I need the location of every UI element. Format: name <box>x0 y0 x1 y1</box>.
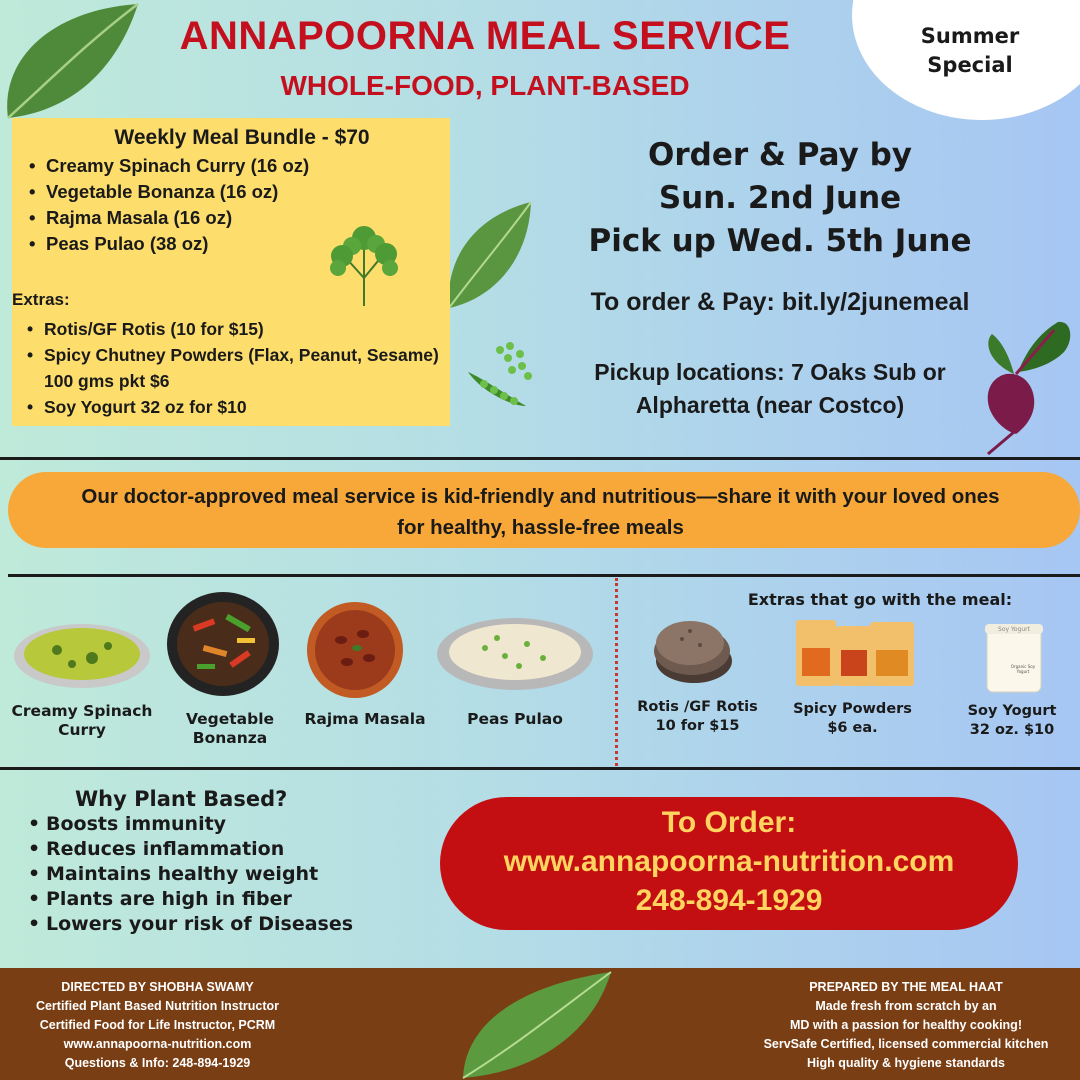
footer-line[interactable]: www.annapoorna-nutrition.com <box>63 1037 252 1051</box>
yogurt-lid-text: Soy Yogurt <box>998 626 1030 633</box>
banner-line-2: for healthy, hassle-free meals <box>397 516 684 539</box>
banner-text <box>18 481 1063 543</box>
order-line-2: Sun. 2nd June <box>658 180 902 216</box>
pickup-line-1: Pickup locations: 7 Oaks Sub or <box>594 359 946 385</box>
divider <box>0 767 1080 770</box>
pickup-line-2: Alpharetta (near Costco) <box>635 392 905 418</box>
footer-line: High quality & hygiene standards <box>807 1056 1005 1070</box>
caption-line: Spicy Powders <box>793 701 912 717</box>
extra-caption-powders <box>780 700 925 738</box>
cta-phone[interactable]: 248-894-1929 <box>635 884 823 917</box>
footer-line: Questions & Info: 248-894-1929 <box>64 1056 251 1070</box>
meal-caption-spinach <box>2 702 162 740</box>
vegetable-bonanza-image <box>163 586 288 701</box>
list-item: • Lowers your risk of Diseases <box>26 912 353 937</box>
extra-caption-rotis <box>625 698 770 736</box>
order-cta-text[interactable] <box>440 803 1018 920</box>
list-item: • Rajma Masala (16 oz) <box>26 205 309 231</box>
pickup-locations <box>545 356 995 422</box>
footer-line: Made fresh from scratch by an <box>815 999 997 1013</box>
divider <box>0 457 1080 460</box>
soy-yogurt-image <box>983 622 1045 694</box>
page-subtitle: WHOLE-FOOD, PLANT-BASED <box>280 70 690 101</box>
list-item: • Plants are high in fiber <box>26 887 353 912</box>
badge-line-1: Summer <box>920 24 1020 48</box>
list-item: • Maintains healthy weight <box>26 862 353 887</box>
caption-line: Rajma Masala <box>304 710 426 728</box>
bundle-items-list <box>26 153 309 257</box>
leaf-icon <box>0 0 150 125</box>
extras-list <box>24 316 444 420</box>
beet-icon <box>968 312 1078 457</box>
order-line-3: Pick up Wed. 5th June <box>588 223 972 259</box>
meal-caption-bonanza <box>160 710 300 748</box>
list-item: • Vegetable Bonanza (16 oz) <box>26 179 309 205</box>
divider <box>8 574 1080 577</box>
caption-line: Curry <box>58 721 106 739</box>
spinach-curry-image <box>12 620 152 690</box>
caption-line: $6 ea. <box>827 720 878 736</box>
dotted-divider <box>615 578 618 766</box>
extras-heading: Extras that go with the meal: <box>747 590 1013 609</box>
caption-line: Soy Yogurt <box>967 703 1057 719</box>
order-deadline <box>520 134 1040 263</box>
caption-line: Creamy Spinach <box>11 702 153 720</box>
meal-caption-pulao <box>445 710 585 729</box>
leaf-icon <box>455 966 615 1080</box>
list-item: • Soy Yogurt 32 oz for $10 <box>24 394 444 420</box>
footer-line: Certified Food for Life Instructor, PCRM <box>39 1018 276 1032</box>
caption-line: 10 for $15 <box>655 718 740 734</box>
caption-line: Vegetable <box>185 710 275 728</box>
caption-line: 32 oz. $10 <box>969 722 1055 738</box>
list-item: • Reduces inflammation <box>26 837 353 862</box>
footer-line: MD with a passion for healthy cooking! <box>790 1018 1022 1032</box>
peas-pulao-image <box>435 614 595 694</box>
list-item: • Boosts immunity <box>26 812 353 837</box>
caption-line: Bonanza <box>192 729 268 747</box>
why-title: Why Plant Based? <box>75 787 288 811</box>
order-line-1: Order & Pay by <box>647 137 912 173</box>
extras-label: Extras: <box>12 290 70 309</box>
jar-label-line: Yogurt <box>1016 669 1030 674</box>
bundle-title: Weekly Meal Bundle - $70 <box>114 126 370 149</box>
footer-line: PREPARED BY THE MEAL HAAT <box>809 980 1003 994</box>
meal-caption-rajma <box>295 710 435 729</box>
jar-label-line: Organic Soy <box>1010 664 1036 669</box>
footer-line: ServSafe Certified, licensed commercial kitchen <box>763 1037 1049 1051</box>
spicy-powders-image <box>794 618 916 688</box>
rajma-masala-image <box>305 600 405 700</box>
caption-line: Peas Pulao <box>467 710 563 728</box>
roti-image <box>652 615 734 687</box>
list-item: • Rotis/GF Rotis (10 for $15) <box>24 316 444 342</box>
weekly-bundle-box <box>12 118 450 426</box>
footer-line: Certified Plant Based Nutrition Instructor <box>35 999 280 1013</box>
list-item: • Peas Pulao (38 oz) <box>26 231 309 257</box>
extra-caption-yogurt <box>942 702 1080 740</box>
footer-kitchen-info <box>742 978 1070 1073</box>
why-list <box>26 812 353 937</box>
badge-line-2: Special <box>927 53 1013 77</box>
pea-pod-icon <box>462 340 537 412</box>
footer-line: DIRECTED BY SHOBHA SWAMY <box>61 980 254 994</box>
cta-website[interactable]: www.annapoorna-nutrition.com <box>503 845 955 878</box>
cilantro-icon <box>324 218 404 308</box>
banner-line-1: Our doctor-approved meal service is kid-friendly and nutritious—share it with your loved ones <box>81 485 1000 508</box>
list-item: • Spicy Chutney Powders (Flax, Peanut, Sesame) 100 gms pkt $6 <box>24 342 444 394</box>
cta-title: To Order: <box>661 806 797 839</box>
footer-director-info <box>10 978 305 1073</box>
page-title: ANNAPOORNA MEAL SERVICE <box>179 14 791 58</box>
order-link[interactable]: To order & Pay: bit.ly/2junemeal <box>590 288 970 316</box>
badge-text <box>880 22 1060 80</box>
caption-line: Rotis /GF Rotis <box>637 699 758 715</box>
list-item: • Creamy Spinach Curry (16 oz) <box>26 153 309 179</box>
